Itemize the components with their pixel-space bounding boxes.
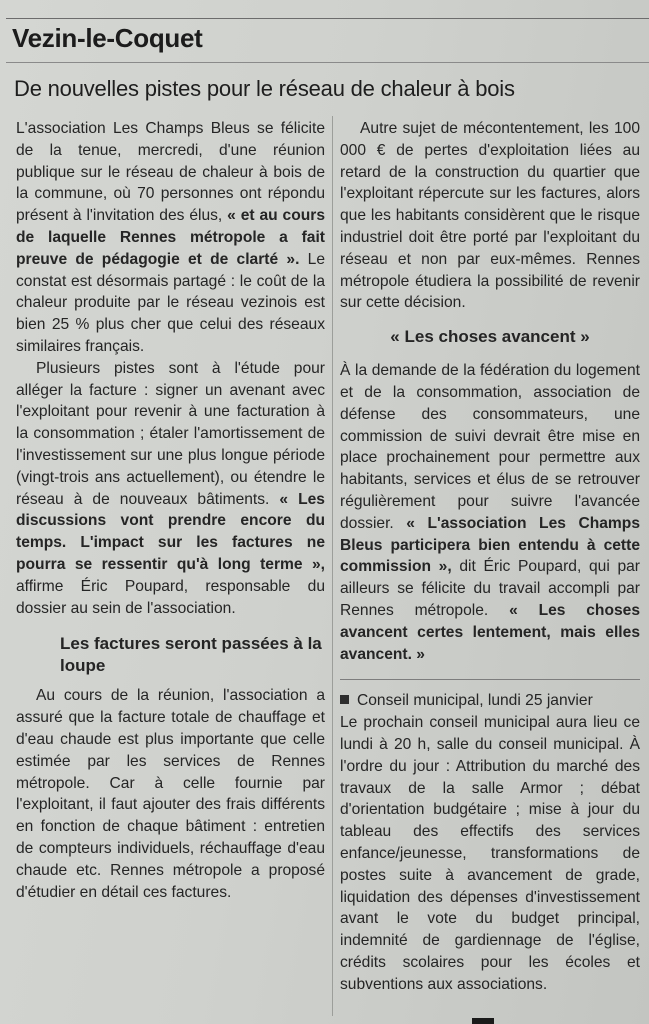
p1-quote: « et au cours de laquelle Rennes métropole a fait preuve de pédagogie et de clarté ». <box>16 207 325 268</box>
notice-title <box>340 690 640 712</box>
p2-lead: Plusieurs pistes sont à l'étude pour alléger la facture : signer un avenant avec l'exploitant pour revenir à une facturation à la consommation ; étaler l'amortissement de l'investissement sur une plus longue période (vingt-trois ans actuellement), ou étendre le réseau à de nouveaux bâtiments. <box>16 359 325 508</box>
left-column <box>16 118 325 903</box>
bottom-mark <box>472 1018 494 1024</box>
p5-lead: À la demande de la fédération du logement et de la consommation, association de défense des consommateurs, une commission de suivi devrait être mise en place prochainement pour permettre aux habitants, services et élus de se retrouver régulièrement pour suivre l'avancée dossier. <box>340 362 640 532</box>
square-bullet-icon <box>340 695 349 704</box>
paragraph-2 <box>16 358 325 620</box>
p5-mid: dit Éric Poupard, qui par ailleurs se félicite du travail accompli par Rennes métropole. <box>340 558 641 619</box>
locality-heading: Vezin-le-Coquet <box>12 23 203 53</box>
p2-quote: « Les discussions vont prendre encore du temps. L'impact sur les factures ne pourra se ressentir qu'à long terme », <box>16 490 325 573</box>
p1-lead: L'association Les Champs Bleus se félicite de la tenue, mercredi, d'une réunion publique sur le réseau de chaleur à bois de la commune, où 70 personnes ont répondu présent à l'invitation des élus, <box>16 120 325 225</box>
notice-body: Le prochain conseil municipal aura lieu ce lundi à 20 h, salle du conseil municipal. À l'ordre du jour : Attribution du marché des travaux de la salle Armor ; débat d'orientation budgétaire ; mise à jour du tableau des effectifs des services enfance/jeunesse, transformations de postes suite à avancement de grade, liquidation des dépenses d'investissement avant le vote du budget principal, indemnité de gardiennage de l'église, crédits scolaires pour les écoles et subventions aux associations. <box>340 714 640 993</box>
paragraph-3: Au cours de la réunion, l'association a assuré que la facture totale de chauffage et d'eau chaude est plus importante que celle estimée par les services de Rennes métropole. Car à celle fournie par l'exploitant, il faut ajouter des frais différents en fonction de chaque bâtiment : entretien de compteurs individuels, réchauffage d'eau chaude etc. Rennes métropole a proposé d'étudier en détail ces factures. <box>16 687 325 901</box>
p1-end: Le constat est désormais partagé : le coût de la chaleur produite par le réseau vezinois est bien 25 % plus cher que celui des réseaux similaires français. <box>16 250 325 355</box>
paragraph-4: Autre sujet de mécontentement, les 100 000 € de pertes d'exploitation liées au retard de la construction du quartier que l'exploitant répercute sur les factures, alors que les habitants considèrent que le risque industriel doit être porté par l'exploitant du réseau et non par eux-mêmes. Rennes métropole étudiera la possibilité de revenir sur cette décision. <box>340 120 640 312</box>
paragraph-1 <box>16 118 325 358</box>
notice-rule <box>340 679 640 680</box>
notice-title-text: Conseil municipal, lundi 25 janvier <box>357 692 593 710</box>
paragraph-5 <box>340 360 640 665</box>
column-divider <box>332 116 333 1016</box>
p5-quote-2: « Les choses avancent certes lentement, mais elles avancent. » <box>340 601 641 663</box>
subheading-choses: « Les choses avancent » <box>390 327 590 347</box>
heading-rule <box>6 62 649 63</box>
top-rule <box>6 18 649 19</box>
article-headline: De nouvelles pistes pour le réseau de chaleur à bois <box>14 76 515 101</box>
p5-quote-1: « L'association Les Champs Bleus participera bien entendu à cette commission », <box>340 514 640 576</box>
subheading-factures: Les factures seront passées à la loupe <box>60 634 322 676</box>
p2-end: affirme Éric Poupard, responsable du dossier au sein de l'association. <box>16 577 325 617</box>
right-column <box>340 118 640 995</box>
